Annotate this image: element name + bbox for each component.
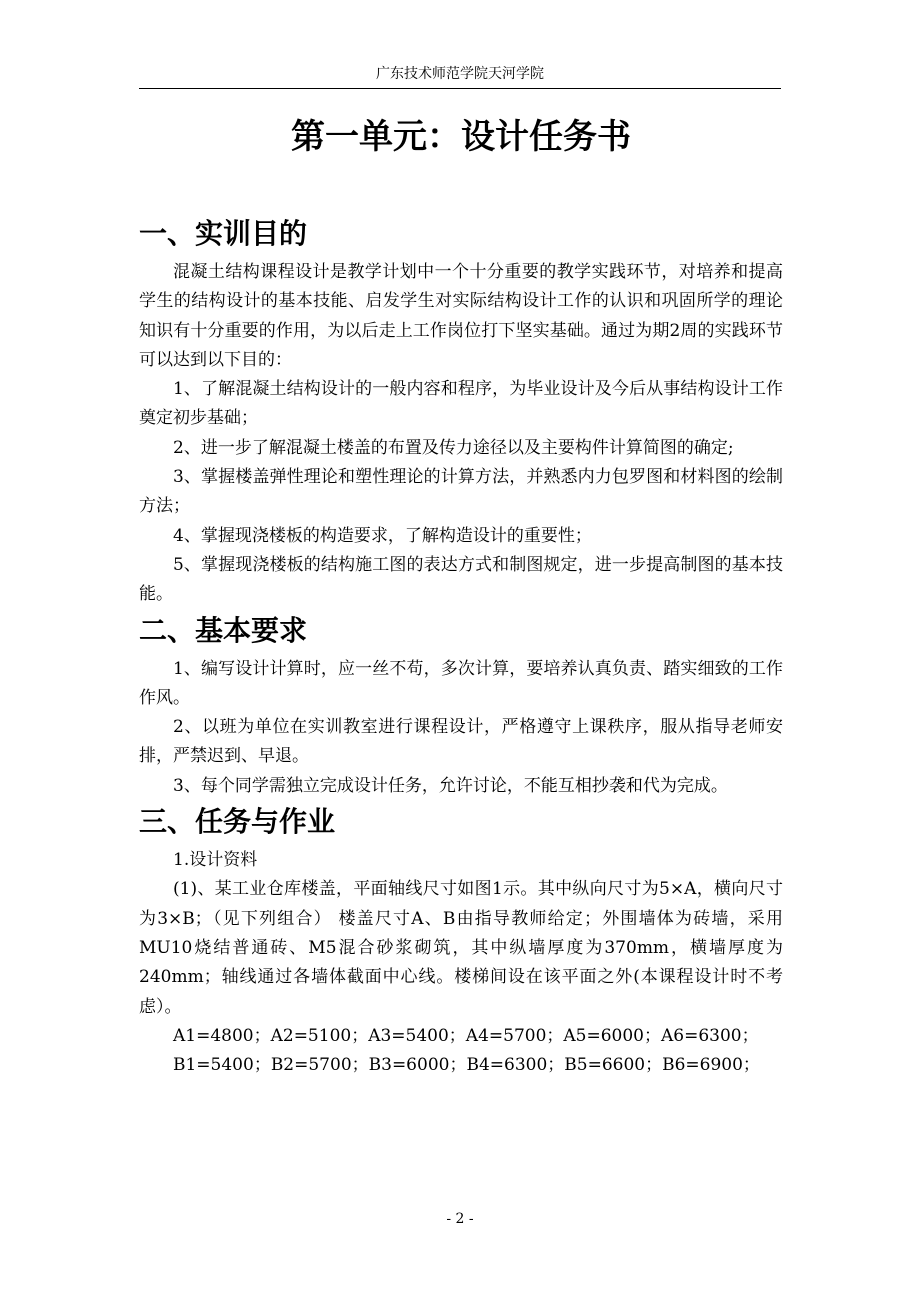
section-tasks-and-assignments [139,801,783,1080]
section-heading-tasks-and-assignments: 三、任务与作业 [139,805,336,839]
header-divider [139,88,781,89]
section-basic-requirements [139,610,783,801]
list-item: 3、掌握楼盖弹性理论和塑性理论的计算方法，并熟悉内力包罗图和材料图的绘制方法； [139,467,783,517]
section-heading-basic-requirements: 二、基本要求 [139,613,308,647]
subheading-design-data: 1.设计资料 [173,850,258,871]
section-heading-training-purpose: 一、实训目的 [139,217,308,250]
section-training-purpose [139,213,783,610]
list-item: 2、进一步了解混凝土楼盖的布置及传力途径以及主要构件计算简图的确定; [173,437,734,458]
page-header: 广东技术师范学院天河学院 [376,66,544,82]
list-item: 3、每个同学需独立完成设计任务，允许讨论，不能互相抄袭和代为完成。 [173,775,728,796]
list-item: 4、掌握现浇楼板的构造要求，了解构造设计的重要性； [173,525,592,546]
dimension-values-a: A1=4800；A2=5100；A3=5400；A4=5700；A5=6000；A6=6300； [173,1025,759,1046]
list-item: 2、以班为单位在实训教室进行课程设计，严格遵守上课秩序，服从指导老师安排，严禁迟到、早退。 [139,717,783,767]
list-item: 1、了解混凝土结构设计的一般内容和程序，为毕业设计及今后从事结构设计工作奠定初步基础； [139,379,783,429]
paragraph-design-data: (1)、某工业仓库楼盖，平面轴线尺寸如图1示。其中纵向尺寸为5×A，横向尺寸为3×B；（见下列组合） 楼盖尺寸A、B由指导教师给定；外围墙体为砖墙，采用MU10烧结普通砖、M5混合砂浆砌筑，其中纵墙厚度为370mm，横墙厚度为240mm；轴线通过各墙体截面中心线。楼梯间设在该平面之外(本课程设计时不考虑）。 [139,879,783,1017]
page-title: 第一单元：设计任务书 [291,117,631,157]
dimension-values-b: B1=5400；B2=5700；B3=6000；B4=6300；B5=6600；B6=6900； [173,1055,760,1076]
paragraph-intro: 混凝土结构课程设计是教学计划中一个十分重要的教学实践环节，对培养和提高学生的结构设计的基本技能、启发学生对实际结构设计工作的认识和巩固所学的理论知识有十分重要的作用，为以后走上工作岗位打下坚实基础。通过为期2周的实践环节可以达到以下目的： [139,262,783,370]
page-number: - 2 - [446,1211,474,1227]
list-item: 5、掌握现浇楼板的结构施工图的表达方式和制图规定，进一步提高制图的基本技能。 [139,554,783,605]
list-item: 1、编写设计计算时，应一丝不苟，多次计算，要培养认真负责、踏实细致的工作作风。 [139,658,783,708]
document-body [139,108,783,1080]
